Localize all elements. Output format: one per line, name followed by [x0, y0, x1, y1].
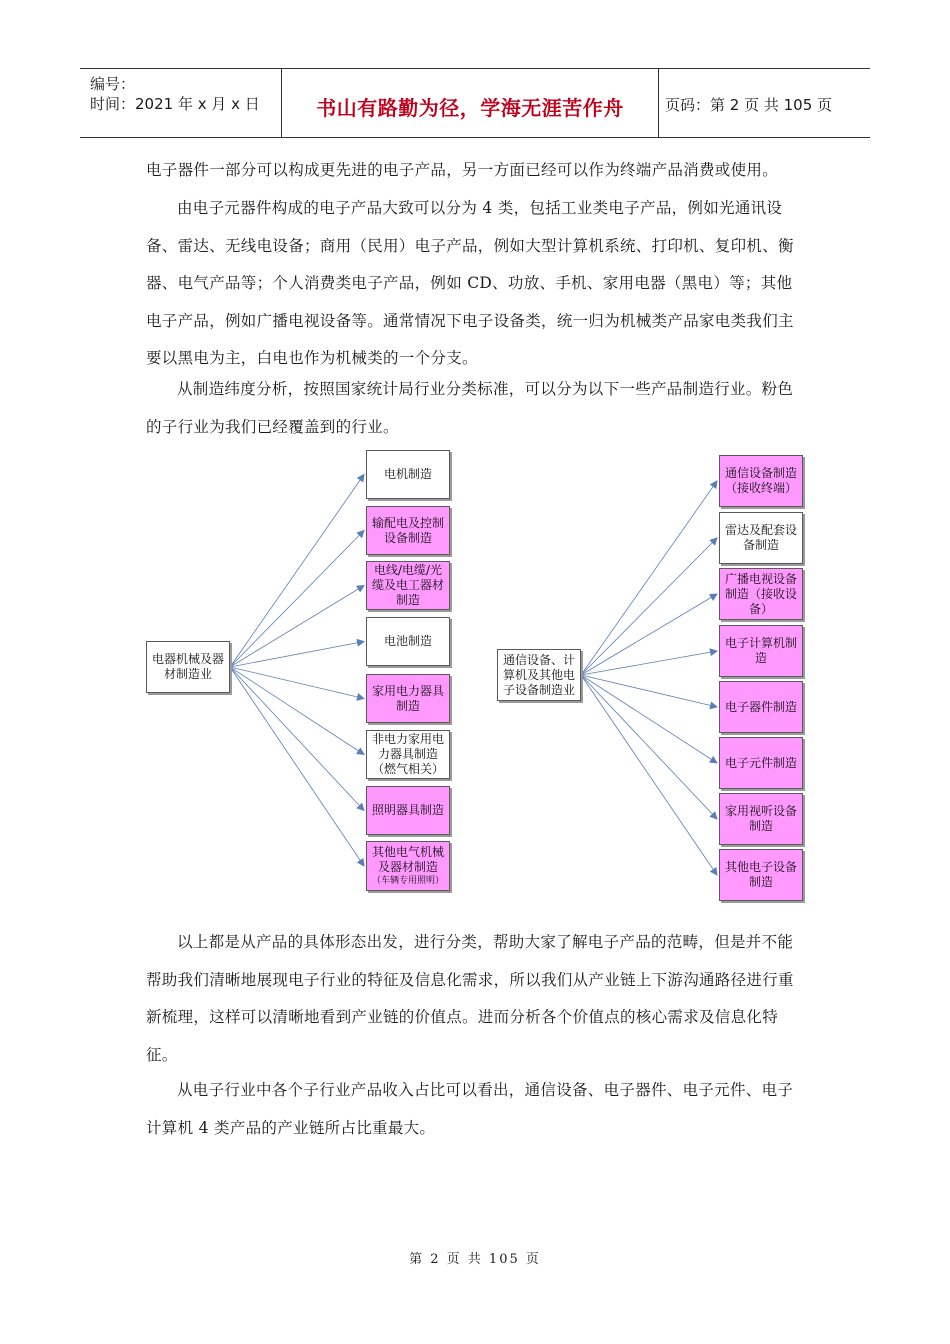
- left-child-node-label: 家用电力器具制造: [371, 683, 444, 713]
- header-right-cell: [659, 69, 870, 137]
- left-connector: [230, 667, 364, 699]
- left-child-node: [366, 674, 450, 723]
- right-child-node-label: 雷达及配套设备制造: [724, 523, 797, 552]
- left-child-node-label: 输配电及控制设备制造: [371, 515, 444, 545]
- paragraph-1: 电子器件一部分可以构成更先进的电子产品，另一方面已经可以作为终端产品消费或使用。: [146, 161, 779, 179]
- right-child-node: [719, 625, 803, 677]
- paragraph-3: 从制造纬度分析，按照国家统计局行业分类标准，可以分为以下一些产品制造行业。粉色的子行业为我们已经覆盖到的行业。: [146, 380, 794, 436]
- header-left-cell: [80, 69, 282, 137]
- right-child-node: [719, 737, 803, 789]
- left-child-node: [366, 841, 450, 891]
- left-connector: [230, 475, 364, 668]
- right-child-node: [719, 568, 803, 620]
- left-child-node-label: 其他电气机械及器材制造: [371, 845, 444, 874]
- right-child-node-label: 家用视听设备制造: [724, 804, 797, 833]
- time-label: 时间：2021 年 x 月 x 日: [90, 95, 260, 113]
- right-connector: [581, 675, 717, 875]
- number-label: 编号：: [90, 75, 136, 93]
- right-connector: [581, 675, 717, 763]
- page-info: 页码：第 2 页 共 105 页: [665, 96, 833, 114]
- left-child-node-label: 电池制造: [383, 634, 432, 648]
- left-child-node-label: 电线/电缆/光缆及电工器材制造: [371, 563, 444, 607]
- left-child-node-label: 非电力家用电力器具制造（燃气相关）: [371, 732, 444, 776]
- left-connector: [230, 667, 364, 811]
- right-child-node: [719, 793, 803, 845]
- left-connector: [230, 667, 364, 755]
- right-child-node: [719, 455, 803, 507]
- right-child-node-label: 通信设备制造（接收终端）: [724, 466, 797, 495]
- right-root-node: 通信设备、计算机及其他电子设备制造业: [497, 649, 581, 701]
- left-child-node-label: 电机制造: [383, 467, 432, 481]
- left-child-node: [366, 506, 450, 555]
- left-child-node: [366, 617, 450, 666]
- right-child-node-label: 其他电子设备制造: [724, 860, 797, 889]
- left-child-node: [366, 561, 450, 610]
- left-connector: [230, 667, 364, 866]
- left-child-node: [366, 730, 450, 779]
- right-connector: [581, 481, 717, 675]
- motto: 书山有路勤为径，学海无涯苦作舟: [316, 96, 624, 120]
- right-child-node-label: 电子器件制造: [724, 699, 797, 714]
- industry-diagram: [0, 440, 950, 910]
- left-connector: [230, 531, 364, 668]
- left-root-node: 电器机械及器材制造业: [146, 641, 230, 693]
- left-child-node-sublabel: （车辆专用照明）: [371, 876, 444, 886]
- left-child-node: [366, 786, 450, 835]
- connector-lines: [0, 440, 950, 910]
- page-footer: 第 2 页 共 105 页: [409, 1252, 541, 1267]
- right-connector: [581, 675, 717, 819]
- left-child-node-label: 照明器具制造: [371, 803, 444, 817]
- left-child-node: [366, 450, 450, 499]
- right-child-node-label: 广播电视设备制造（接收设备）: [724, 571, 797, 616]
- paragraph-2: 由电子元器件构成的电子产品大致可以分为 4 类，包括工业类电子产品，例如光通讯设备、雷达、无线电设备；商用（民用）电子产品，例如大型计算机系统、打印机、复印机、衡器、电气产品等；个人消费类电子产品，例如 CD、功放、手机、家用电器（黑电）等；其他电子产品，例如广播电视设备等。通常情况下电子设备类，统一归为机械类产品家电类我们主要以黑电为主，白电也作为机械类的一个分支。: [146, 199, 794, 367]
- left-connector: [230, 642, 364, 668]
- header-center-cell: [282, 69, 659, 137]
- page-header: [80, 68, 870, 138]
- right-child-node: [719, 849, 803, 901]
- right-connector: [581, 675, 717, 707]
- right-child-node: [719, 681, 803, 733]
- right-child-node: [719, 512, 803, 564]
- paragraph-5: 从电子行业中各个子行业产品收入占比可以看出，通信设备、电子器件、电子元件、电子计算机 4 类产品的产业链所占比重最大。: [146, 1081, 794, 1137]
- right-child-node-label: 电子计算机制造: [724, 636, 797, 665]
- left-connector: [230, 586, 364, 668]
- paragraph-4: 以上都是从产品的具体形态出发，进行分类，帮助大家了解电子产品的范畴，但是并不能帮助我们清晰地展现电子行业的特征及信息化需求，所以我们从产业链上下游沟通路径进行重新梳理，这样可以清晰地看到产业链的价值点。进而分析各个价值点的核心需求及信息化特征。: [146, 933, 794, 1064]
- right-child-node-label: 电子元件制造: [724, 755, 797, 770]
